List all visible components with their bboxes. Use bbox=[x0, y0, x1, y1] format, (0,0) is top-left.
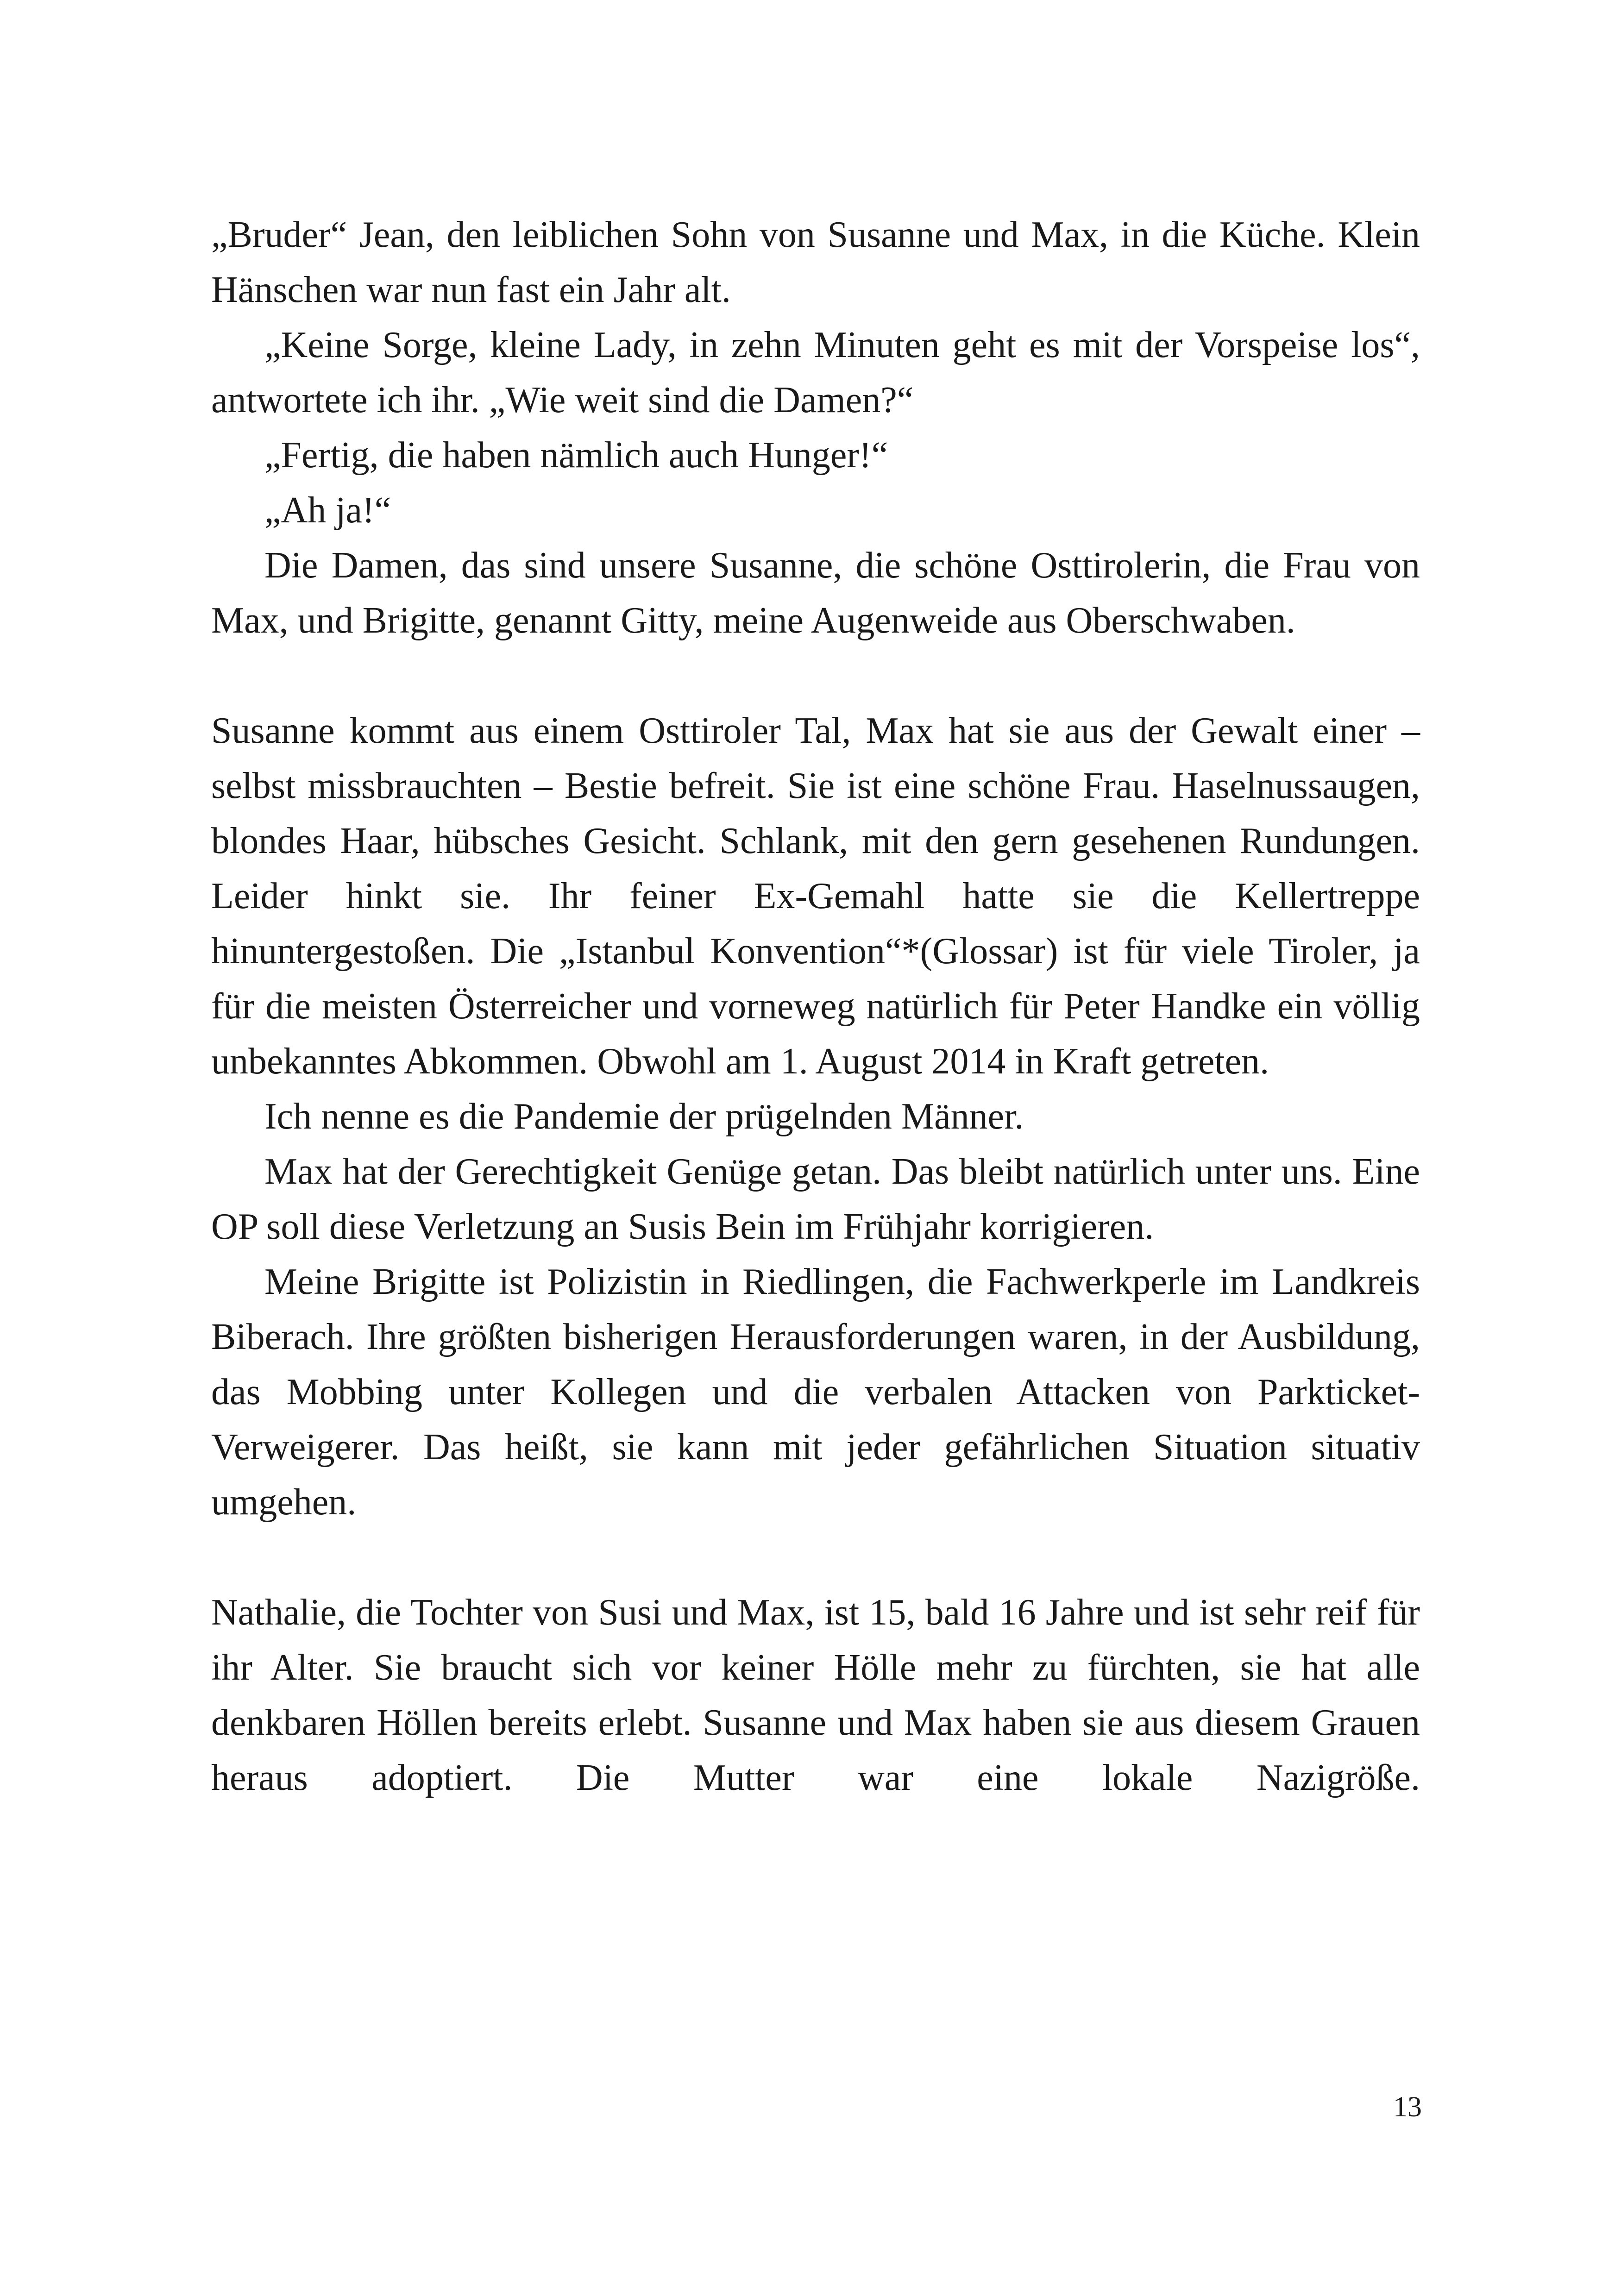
paragraph-dialogue-ah-ja: „Ah ja!“ bbox=[264, 490, 391, 531]
paragraph-damen: Die Damen, das sind unsere Susanne, die schöne Osttirolerin, die Frau von Max, und Brigitte, genannt Gitty, meine Augenweide aus Oberschwaben. bbox=[211, 545, 1420, 641]
paragraph-susanne: Susanne kommt aus einem Osttiroler Tal, Max hat sie aus der Gewalt einer – selbst missbrauchten – Bestie befreit. Sie ist eine schöne Frau. Haselnussaugen, blondes Haar, hübsches Gesicht. Schlank, mit den gern gesehenen Rundungen. Leider hinkt sie. Ihr feiner Ex-Gemahl hatte sie die Kellertreppe hinuntergestoßen. Die „Istanbul Konvention“*(Glossar) ist für viele Tiroler, ja für die meisten Österreicher und vorneweg natürlich für Peter Handke ein völlig unbekanntes Abkommen. Obwohl am 1. August 2014 in Kraft getreten. bbox=[211, 710, 1420, 1082]
page-number: 13 bbox=[1393, 2091, 1422, 2123]
paragraph-nathalie: Nathalie, die Tochter von Susi und Max, ist 15, bald 16 Jahre und ist sehr reif für ihr Alter. Sie braucht sich vor keiner Hölle mehr zu fürchten, sie hat alle denkbaren Höllen bereits erlebt. Susanne und Max haben sie aus diesem Grauen heraus adoptiert. Die Mutter war eine lokale Nazigröße. bbox=[211, 1592, 1420, 1798]
paragraph-brigitte: Meine Brigitte ist Polizistin in Riedlingen, die Fachwerkperle im Landkreis Biberach. Ihre größten bisherigen Herausforderungen waren, in der Ausbildung, das Mobbing unter Kollegen und die verbalen Attacken von Parkticket-Verweigerer. Das heißt, sie kann mit jeder gefährlichen Situation situativ umgehen. bbox=[211, 1261, 1420, 1523]
paragraph-pandemie: Ich nenne es die Pandemie der prügelnden Männer. bbox=[264, 1096, 1024, 1137]
paragraph-continuation: „Bruder“ Jean, den leiblichen Sohn von Susanne und Max, in die Küche. Klein Hänschen war nun fast ein Jahr alt. bbox=[211, 214, 1420, 310]
paragraph-gerechtigkeit: Max hat der Gerechtigkeit Genüge getan. Das bleibt natürlich unter uns. Eine OP soll diese Verletzung an Susis Bein im Frühjahr korrigieren. bbox=[211, 1151, 1420, 1247]
body-text bbox=[211, 207, 1420, 1806]
paragraph-dialogue-fertig: „Fertig, die haben nämlich auch Hunger!“ bbox=[264, 435, 888, 476]
paragraph-dialogue-lady: „Keine Sorge, kleine Lady, in zehn Minuten geht es mit der Vorspeise los“, antwortete ich ihr. „Wie weit sind die Damen?“ bbox=[211, 325, 1420, 420]
